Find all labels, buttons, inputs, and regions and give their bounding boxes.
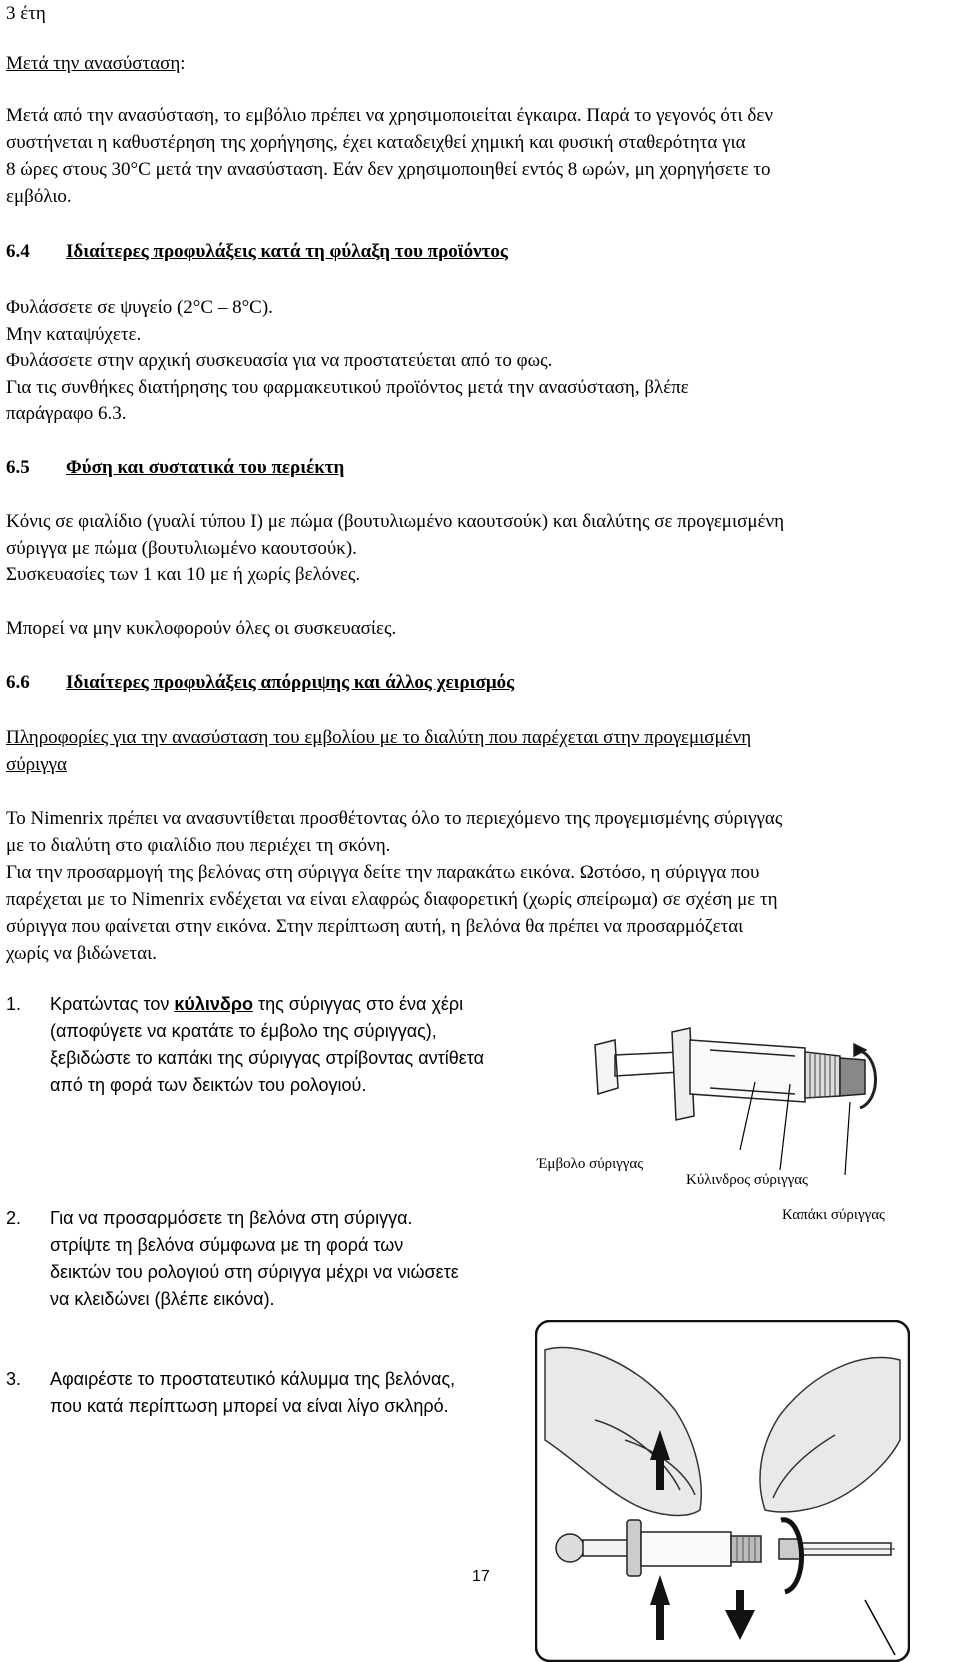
sec-6-6-line-6: χωρίς να βιδώνεται. [6,943,157,964]
storage-duration: 3 έτη [6,3,46,24]
syringe-diagram [590,1010,930,1180]
step-3-line-1: Αφαιρέστε το προστατευτικό κάλυμμα της βελόνας, [50,1369,456,1389]
sec-6-5-line-1: Κόνις σε φιαλίδιο (γυαλί τύπου I) με πώμα (βουτυλιωμένο καουτσούκ) και διαλύτης σε προγεμισμένη [6,511,785,532]
section-6-5-number: 6.5 [6,457,30,478]
sec-6-4-line-5: παράγραφο 6.3. [6,403,127,424]
after-reconstitution-heading [6,52,186,76]
section-6-4-title: Ιδιαίτερες προφυλάξεις κατά τη φύλαξη του προϊόντος [66,241,508,262]
step-1-bold-word: κύλινδρο [174,994,253,1014]
step-1-line-1 [50,991,484,1018]
sec-6-6-line-4: παρέχεται με το Nimenrix ενδέχεται να είναι ελαφρώς διαφορετική (χωρίς σπείρωμα) σε σχέση με τη [6,889,778,910]
step-2-line-3: δεικτών του ρολογιού στη σύριγγα μέχρι να νιώσετε [50,1262,459,1282]
step-1-line-2: (αποφύγετε να κρατάτε το έμβολο της σύριγγας), [50,1021,437,1041]
section-6-6-number: 6.6 [6,672,30,693]
step-2-line-2: στρίψτε τη βελόνα σύμφωνα με τη φορά των [50,1235,404,1255]
sec-6-6-line-3: Για την προσαρμογή της βελόνας στη σύριγγα δείτε την παρακάτω εικόνα. Ωστόσο, η σύριγγα που [6,862,760,883]
step-3-number: 3. [6,1369,22,1389]
sec-6-4-line-3: Φυλάσσετε στην αρχική συσκευασία για να προστατεύεται από το φως. [6,350,553,371]
after-recon-line-1: Μετά από την ανασύσταση, το εμβόλιο πρέπει να χρησιμοποιείται έγκαιρα. Παρά το γεγονός ότι δεν [6,105,773,126]
step-1-line-4: από τη φορά των δεικτών του ρολογιού. [50,1075,367,1095]
section-6-4-number: 6.4 [6,241,30,262]
label-cap: Καπάκι σύριγγας [782,1207,886,1223]
step-3-line-2: που κατά περίπτωση μπορεί να είναι λίγο σκληρό. [50,1396,449,1416]
sec-6-5-line-3: Συσκευασίες των 1 και 10 με ή χωρίς βελόνες. [6,564,361,585]
step-1-line-1-post: της σύριγγας στο ένα χέρι [252,994,464,1014]
sec-6-6-subheading-2: σύριγγα [6,754,67,775]
needle-attachment-illustration [535,1320,910,1662]
step-1-line-3: ξεβιδώστε το καπάκι της σύριγγας στρίβοντας αντίθετα [50,1048,485,1068]
sec-6-4-line-1: Φυλάσσετε σε ψυγείο (2°C – 8°C). [6,297,273,318]
step-1-line-1-pre: Κρατώντας τον [50,994,175,1014]
after-recon-line-2: συστήνεται η καθυστέρηση της χορήγησης, έχει καταδειχθεί χημική και φυσική σταθερότητα για [6,132,746,153]
step-3-text [50,1366,455,1420]
step-1-text [50,991,484,1099]
section-6-5-title: Φύση και συστατικά του περιέκτη [66,457,345,478]
sec-6-6-line-5: σύριγγα που φαίνεται στην εικόνα. Στην περίπτωση αυτή, η βελόνα θα πρέπει να προσαρμόζεται [6,916,744,937]
sec-6-6-line-1: Το Nimenrix πρέπει να ανασυντίθεται προσθέτοντας όλο το περιεχόμενο της προγεμισμένης σύριγγας [6,808,783,829]
step-2-line-4: να κλειδώνει (βλέπε εικόνα). [50,1289,275,1309]
after-reconstitution-heading-colon: : [180,53,186,74]
step-2-line-1: Για να προσαρμόσετε τη βελόνα στη σύριγγα. [50,1208,413,1228]
step-2-number: 2. [6,1208,22,1228]
sec-6-5-note: Μπορεί να μην κυκλοφορούν όλες οι συσκευασίες. [6,618,397,639]
sec-6-6-subheading-1: Πληροφορίες για την ανασύσταση του εμβολίου με το διαλύτη που παρέχεται στην προγεμισμένη [6,727,752,748]
step-2-text [50,1205,459,1313]
label-barrel: Κύλινδρος σύριγγας [686,1172,808,1188]
step-1-number: 1. [6,994,22,1014]
sec-6-5-line-2: σύριγγα με πώμα (βουτυλιωμένο καουτσούκ). [6,538,357,559]
after-reconstitution-heading-text: Μετά την ανασύσταση [6,53,181,74]
after-recon-line-4: εμβόλιο. [6,186,72,207]
sec-6-4-line-2: Μην καταψύχετε. [6,324,142,345]
section-6-6-title: Ιδιαίτερες προφυλάξεις απόρριψης και άλλος χειρισμός [66,672,515,693]
sec-6-4-line-4: Για τις συνθήκες διατήρησης του φαρμακευτικού προϊόντος μετά την ανασύσταση, βλέπε [6,377,689,398]
label-plunger: Έμβολο σύριγγας [537,1156,644,1172]
sec-6-6-line-2: με το διαλύτη στο φιαλίδιο που περιέχει τη σκόνη. [6,835,391,856]
after-recon-line-3: 8 ώρες στους 30°C μετά την ανασύσταση. Εάν δεν χρησιμοποιηθεί εντός 8 ωρών, μη χορηγήσετε το [6,159,771,180]
page-number: 17 [472,1568,490,1585]
